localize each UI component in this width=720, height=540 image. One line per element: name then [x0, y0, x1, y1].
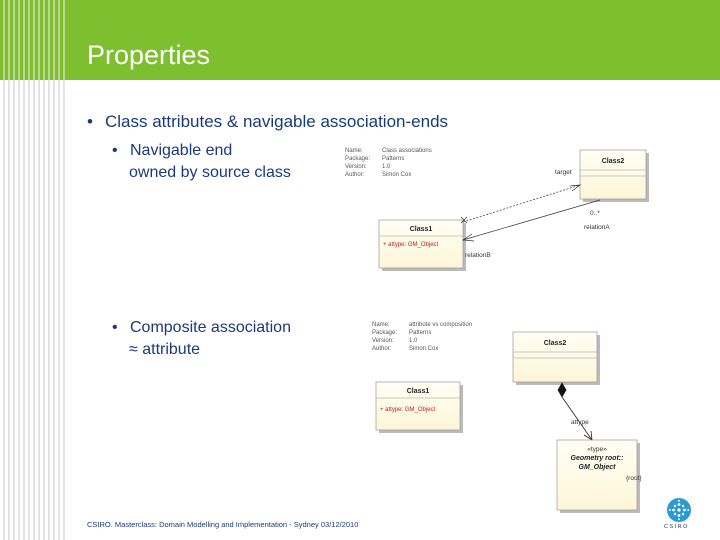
- meta-value: attribute vs composition: [409, 322, 473, 328]
- footer-text: CSIRO. Masterclass: Domain Modelling and Implementation - Sydney 03/12/2010: [87, 520, 359, 529]
- bullet-glyph: •: [112, 319, 118, 336]
- meta-key: Name:: [372, 322, 390, 328]
- meta-key: Version:: [372, 338, 394, 344]
- meta-value: 1.0: [382, 164, 391, 170]
- class-attribute: + attype: GM_Object: [383, 242, 439, 248]
- slide-title: Properties: [87, 40, 211, 70]
- class-name: Class1: [406, 388, 430, 395]
- class-name: Class2: [543, 340, 567, 347]
- diagram2-composition: [558, 383, 592, 440]
- role-label: relationA: [584, 224, 610, 231]
- csiro-logo-icon: [666, 497, 692, 523]
- meta-value: Simon Cox: [409, 346, 439, 352]
- diagram2-geometry-class-box: [557, 440, 642, 513]
- logo-text: CSIRO: [664, 524, 689, 530]
- diagram1-associations: [461, 185, 600, 241]
- sub-bullet-line2: owned by source class: [129, 164, 291, 181]
- bullet-main-text: Class attributes & navigable association-ends: [105, 112, 449, 131]
- class-attribute: + attype: GM_Object: [380, 407, 436, 413]
- diagram2-metadata: [372, 322, 472, 352]
- bullet-glyph: •: [112, 142, 118, 159]
- role-label: target: [555, 169, 572, 176]
- stereotype-label: «type»: [587, 446, 607, 453]
- diagram2-class2-box: [513, 332, 600, 385]
- meta-value: 1.0: [409, 338, 418, 344]
- diagram1-class1-box: [379, 220, 466, 271]
- class-name: Class2: [601, 158, 625, 165]
- meta-key: Version:: [345, 164, 367, 170]
- tag-label: {root}: [626, 475, 642, 482]
- role-label: attype: [571, 419, 589, 426]
- meta-key: Author:: [372, 346, 392, 352]
- multiplicity-label: 0..*: [590, 210, 600, 217]
- sub-bullet-line2: ≈ attribute: [129, 341, 201, 358]
- diagram1-metadata: [345, 148, 432, 178]
- meta-value: Simon Cox: [382, 172, 412, 178]
- diagram2-class1-box: [376, 382, 463, 433]
- role-label: relationB: [465, 252, 491, 259]
- bullet-glyph: •: [87, 112, 93, 131]
- sub-bullet-line1: Composite association: [130, 319, 291, 336]
- meta-key: Package:: [345, 156, 371, 162]
- meta-value: Class associations: [382, 148, 432, 154]
- meta-key: Package:: [372, 330, 398, 336]
- sub-bullet-line1: Navigable end: [130, 142, 233, 159]
- class-name: Class1: [409, 226, 433, 233]
- diagram1-class2-box: [580, 150, 649, 202]
- class-package: Geometry root::: [570, 455, 624, 462]
- meta-key: Author:: [345, 172, 365, 178]
- meta-value: Patterns: [382, 156, 405, 162]
- meta-value: Patterns: [409, 330, 432, 336]
- class-name: GM_Object: [578, 464, 616, 471]
- meta-key: Name:: [345, 148, 363, 154]
